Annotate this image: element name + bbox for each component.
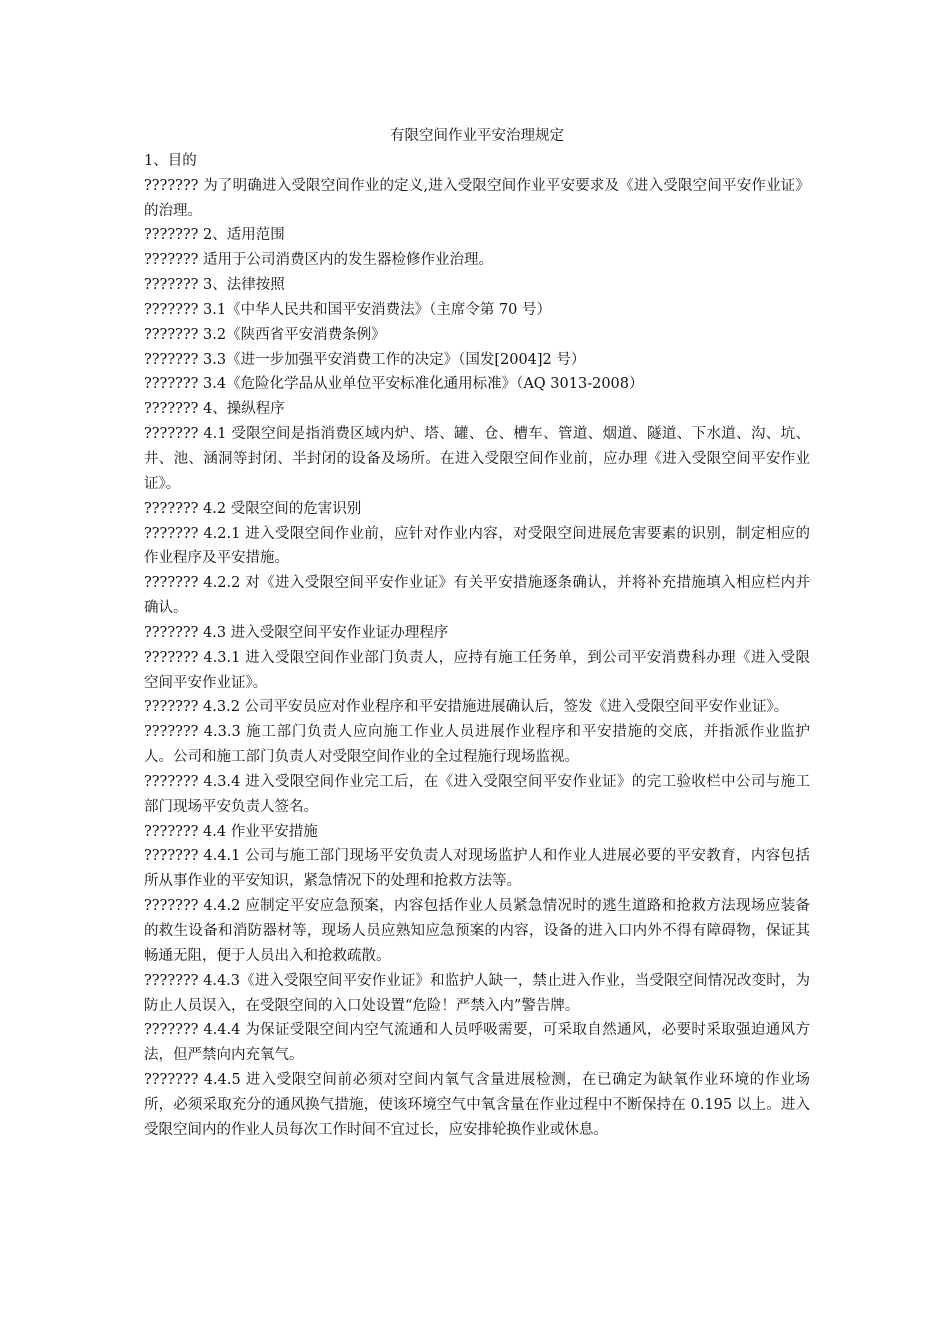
document-body	[144, 124, 810, 1143]
paragraph-scope: ??????? 适用于公司消费区内的发生器检修作业治理。	[144, 252, 494, 269]
paragraph-4-3: ??????? 4.3 进入受限空间平安作业证办理程序	[144, 624, 449, 641]
paragraph-4-3-2: ??????? 4.3.2 公司平安员应对作业程序和平安措施进展确认后，签发《进入受限空间平安作业证》。	[144, 699, 789, 716]
paragraph-legal-heading: ??????? 3、法律按照	[144, 277, 285, 294]
paragraph-legal-3-1: ??????? 3.1《中华人民共和国平安消费法》（主席令第 70 号）	[144, 301, 552, 318]
paragraph-legal-3-3: ??????? 3.3《进一步加强平安消费工作的决定》（国发[2004]2 号）	[144, 351, 586, 368]
paragraph-procedure-heading: ??????? 4、操纵程序	[144, 401, 285, 418]
paragraph-4-1: ??????? 4.1 受限空间是指消费区域内炉、塔、罐、仓、槽车、管道、烟道、隧道、下水道、沟、坑、井、池、涵洞等封闭、半封闭的设备及场所。在进入受限空间作业前，应办理《进入受限空间平安作业证》。	[144, 426, 810, 492]
paragraph-4-2: ??????? 4.2 受限空间的危害识别	[144, 500, 362, 517]
paragraph-4-3-4: ??????? 4.3.4 进入受限空间作业完工后，在《进入受限空间平安作业证》的完工验收栏中公司与施工部门现场平安负责人签名。	[144, 773, 810, 815]
paragraph-purpose-heading: 1、目的	[144, 152, 197, 169]
paragraph-4-4-3: ??????? 4.4.3《进入受限空间平安作业证》和监护人缺一，禁止进入作业，当受限空间情况改变时，为防止人员误入，在受限空间的入口处设置“危险！严禁入内”警告牌。	[144, 972, 810, 1014]
paragraph-4-3-1: ??????? 4.3.1 进入受限空间作业部门负责人，应持有施工任务单，到公司平安消费科办理《进入受限空间平安作业证》。	[144, 649, 810, 691]
paragraph-4-2-1: ??????? 4.2.1 进入受限空间作业前，应针对作业内容，对受限空间进展危害要素的识别，制定相应的作业程序及平安措施。	[144, 525, 810, 567]
document-title: 有限空间作业平安治理规定	[390, 128, 564, 144]
paragraph-4-4-5: ??????? 4.4.5 进入受限空间前必须对空间内氧气含量进展检测，在已确定为缺氧作业环境的作业场所，必须采取充分的通风换气措施，使该环境空气中氧含量在作业过程中不断保持在 0.195 以上。进入受限空间内的作业人员每次工作时间不宜过长，应安排轮换作业或休息。	[144, 1072, 810, 1138]
paragraph-scope-heading: ??????? 2、适用范围	[144, 227, 285, 244]
paragraph-4-3-3: ??????? 4.3.3 施工部门负责人应向施工作业人员进展作业程序和平安措施的交底，并指派作业监护人。公司和施工部门负责人对受限空间作业的全过程施行现场监视。	[144, 724, 810, 766]
paragraph-legal-3-4: ??????? 3.4《危险化学品从业单位平安标准化通用标准》（AQ 3013-2008）	[144, 376, 644, 393]
paragraph-legal-3-2: ??????? 3.2《陕西省平安消费条例》	[144, 326, 386, 343]
paragraph-4-4-2: ??????? 4.4.2 应制定平安应急预案，内容包括作业人员紧急情况时的逃生道路和抢救方法现场应装备的救生设备和消防器材等，现场人员应熟知应急预案的内容，设备的进入口内外不得有障碍物，保证其畅通无阻，便于人员出入和抢救疏散。	[144, 898, 810, 964]
paragraph-4-4: ??????? 4.4 作业平安措施	[144, 823, 318, 840]
paragraph-purpose: ??????? 为了明确进入受限空间作业的定义,进入受限空间作业平安要求及《进入受限空间平安作业证》的治理。	[144, 177, 810, 219]
paragraph-4-4-4: ??????? 4.4.4 为保证受限空间内空气流通和人员呼吸需要，可采取自然通风，必要时采取强迫通风方法，但严禁向内充氧气。	[144, 1022, 810, 1064]
paragraph-4-2-2: ??????? 4.2.2 对《进入受限空间平安作业证》有关平安措施逐条确认，并将补充措施填入相应栏内并确认。	[144, 575, 810, 617]
paragraph-4-4-1: ??????? 4.4.1 公司与施工部门现场平安负责人对现场监护人和作业人进展必要的平安教育，内容包括所从事作业的平安知识，紧急情况下的处理和抢救方法等。	[144, 848, 810, 890]
